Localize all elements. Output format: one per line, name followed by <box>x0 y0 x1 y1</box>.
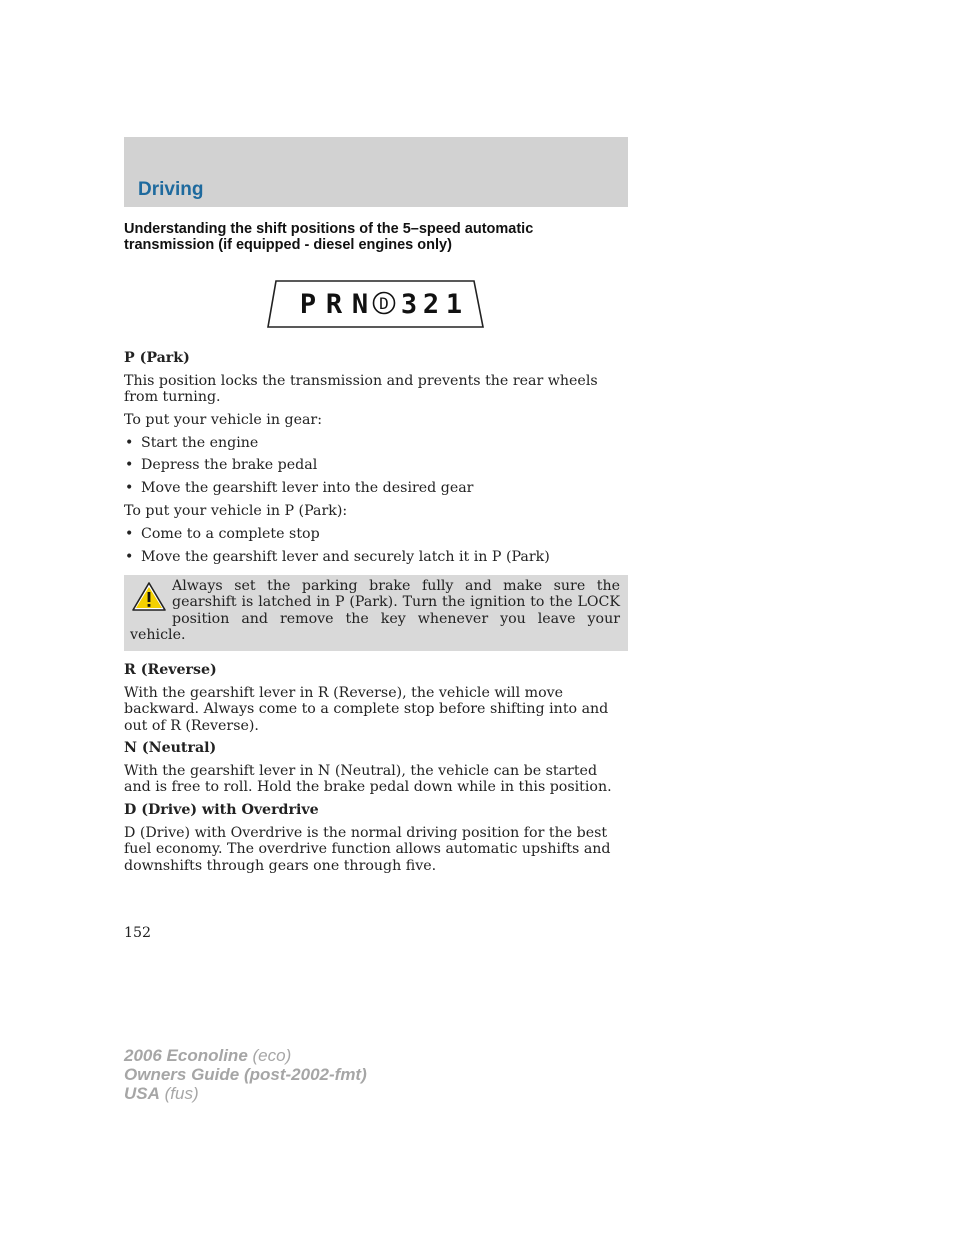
main-content <box>124 350 628 874</box>
gear-steps-list <box>124 435 628 497</box>
list-item: • Depress the brake pedal <box>125 457 318 474</box>
list-item: • Move the gearshift lever into the desired gear <box>125 480 474 497</box>
warning-text: Always set the parking brake fully and make sure the gearshift is latched in P (Park). Turn the ignition to the LOCK position and remove the key whenever you leave your vehicle. <box>130 577 620 643</box>
footer-line-2: Owners Guide (post-2002-fmt) <box>124 1065 367 1084</box>
gear-intro: To put your vehicle in gear: <box>124 411 322 428</box>
page-number: 152 <box>124 925 152 941</box>
park-steps-list <box>124 526 628 565</box>
footer-line-3: USA (fus) <box>124 1084 199 1103</box>
list-item: • Move the gearshift lever and securely latch it in P (Park) <box>125 548 550 565</box>
drive-description: D (Drive) with Overdrive is the normal driving position for the best fuel economy. The overdrive function allows automatic upshifts and downshifts through gears one through five. <box>124 825 611 874</box>
park-intro: To put your vehicle in P (Park): <box>124 503 348 520</box>
footer-line-1: 2006 Econoline (eco) <box>124 1046 292 1065</box>
list-item: • Come to a complete stop <box>125 525 320 542</box>
shift-position-1: 1 <box>445 289 463 320</box>
shift-position-r: R <box>325 289 343 320</box>
section-heading <box>124 221 628 253</box>
reverse-description: With the gearshift lever in R (Reverse), the vehicle will move backward. Always come to a complete stop before shifting into and out of R (Reverse). <box>124 684 609 734</box>
section-heading-line-2: transmission (if equipped - diesel engines only) <box>124 237 452 253</box>
drive-title: D (Drive) with Overdrive <box>124 802 319 819</box>
shift-position-p: P <box>299 289 317 320</box>
warning-box <box>124 575 628 651</box>
reverse-title: R (Reverse) <box>124 662 217 679</box>
neutral-title: N (Neutral) <box>124 740 217 757</box>
shift-position-indicator <box>266 279 486 331</box>
park-title: P (Park) <box>124 350 190 366</box>
neutral-description: With the gearshift lever in N (Neutral), the vehicle can be started and is free to roll. Hold the brake pedal down while in this position. <box>124 763 612 796</box>
section-heading-line-1: Understanding the shift positions of the 5–speed automatic <box>124 221 534 237</box>
warning-triangle-icon <box>130 580 168 614</box>
section-header-band <box>124 137 628 207</box>
shift-position-2: 2 <box>422 289 440 320</box>
shift-position-d: D <box>379 294 389 313</box>
section-title: Driving <box>138 179 204 200</box>
list-item: • Start the engine <box>125 434 259 451</box>
park-description: This position locks the transmission and prevents the rear wheels from turning. <box>124 372 598 406</box>
shift-position-n: N <box>351 289 369 320</box>
shift-position-3: 3 <box>400 289 418 320</box>
document-footer <box>124 1046 367 1103</box>
